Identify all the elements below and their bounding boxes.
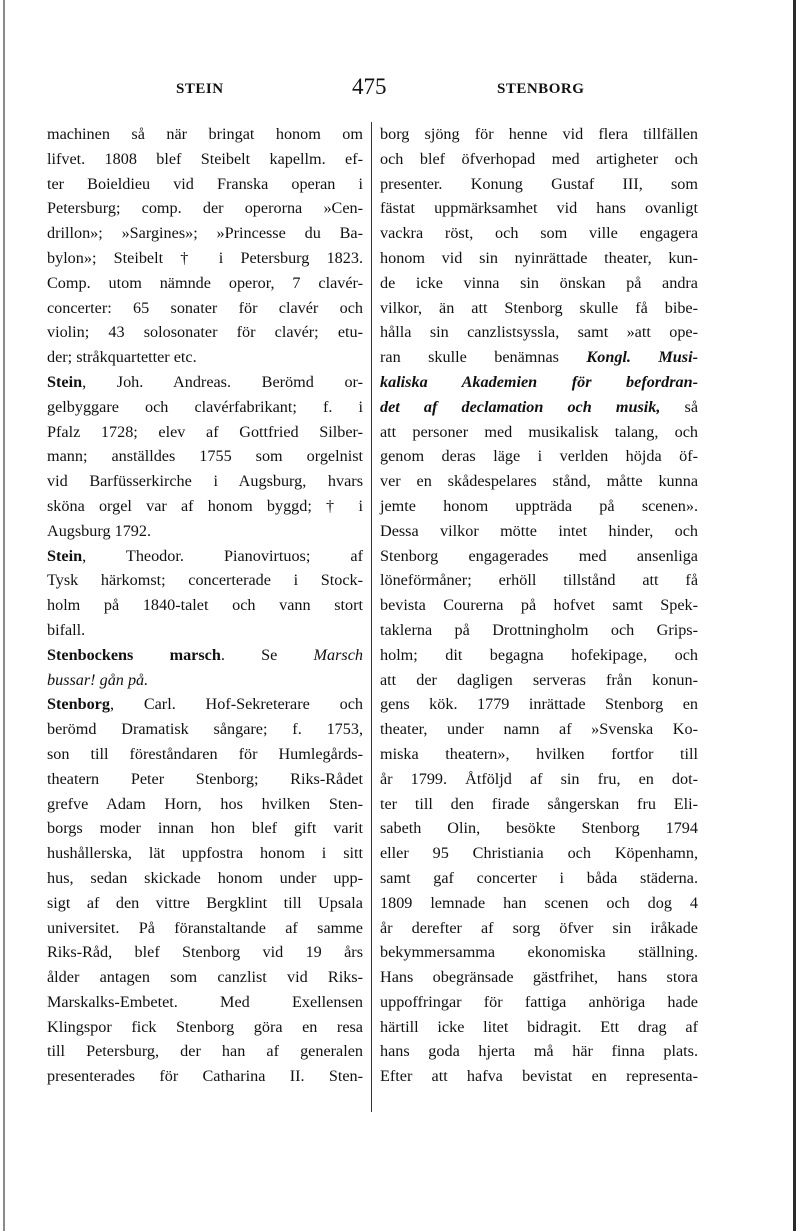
emphasis-text: bussar! gån på. (47, 670, 149, 689)
text-line (47, 444, 363, 469)
text-line (380, 767, 698, 792)
text-segment: löneförmåner; erhöll tillstånd att få (380, 571, 698, 590)
text-line (380, 866, 698, 891)
text-line (47, 891, 363, 916)
text-segment: borg sjöng för henne vid flera tillfällen (380, 125, 698, 143)
text-segment: Petersburg; comp. der operorna »Cen- (47, 199, 363, 218)
text-line (380, 668, 698, 693)
text-segment: . Se (220, 645, 314, 664)
text-segment: ver en skådespelares stånd, måtte kunna (380, 472, 698, 491)
text-line (47, 965, 363, 990)
text-segment: violin; 43 solosonater för clavér; etu- (47, 323, 363, 342)
text-line (380, 742, 698, 767)
text-line (380, 519, 698, 544)
page-edge-right (793, 0, 796, 1231)
text-line (380, 370, 698, 395)
text-line (47, 494, 363, 519)
text-segment: drillon»; »Sargines»; »Princesse du Ba- (47, 224, 363, 243)
text-line (47, 767, 363, 792)
text-segment: taklerna på Drottningholm och Grips- (380, 620, 698, 639)
entry-headword: Stein (47, 372, 83, 391)
entry-headword: Stenbockens marsch (47, 645, 221, 664)
text-line (47, 544, 363, 569)
text-line (380, 320, 698, 345)
text-segment: , Carl. Hof-Sekreterare och (109, 695, 363, 714)
text-segment: så (660, 397, 699, 416)
text-line (380, 296, 698, 321)
text-line (380, 841, 698, 866)
text-segment: son till föreståndaren för Humlegårds- (47, 744, 363, 763)
text-line (47, 370, 363, 395)
text-line (380, 891, 698, 916)
text-segment: honom vid sin nyinrättade theater, kun- (380, 248, 698, 267)
text-line (47, 196, 363, 221)
text-line (380, 816, 698, 841)
text-line (47, 742, 363, 767)
text-segment: theater, under namn af »Svenska Ko- (380, 720, 698, 739)
page-number: 475 (352, 74, 387, 99)
left-column (47, 122, 363, 1118)
text-segment: ålder antagen som canzlist vid Riks- (47, 968, 363, 987)
text-line (47, 816, 363, 841)
text-line (380, 1039, 698, 1064)
text-line (380, 172, 698, 197)
text-segment: till Petersburg, der han af generalen (47, 1042, 363, 1061)
text-line (47, 916, 363, 941)
text-segment: samt gaf concerter i båda städerna. (380, 868, 698, 887)
text-line (380, 1064, 698, 1089)
text-line (380, 444, 698, 469)
page-edge-left (3, 0, 5, 1231)
text-line (380, 717, 698, 742)
text-segment: att personer med musikalisk talang, och (380, 422, 698, 441)
text-segment: Tysk härkomst; concerterade i Stock- (47, 571, 363, 590)
text-line (47, 568, 363, 593)
text-line (47, 1039, 363, 1064)
text-line (47, 469, 363, 494)
text-segment: vid Barfüsserkirche i Augsburg, hvars (47, 472, 363, 491)
text-segment: Riks-Råd, blef Stenborg vid 19 års (47, 943, 363, 962)
text-line (47, 345, 363, 370)
text-segment: Comp. utom nämnde operor, 7 clavér- (47, 273, 363, 292)
text-segment: theatern Peter Stenborg; Riks-Rådet (47, 769, 363, 788)
text-segment: eller 95 Christiania och Köpenhamn, (380, 844, 698, 863)
text-line (47, 221, 363, 246)
text-line (380, 469, 698, 494)
emphasis-text: Marsch (313, 645, 364, 664)
text-segment: miska theatern», hvilken fortfor till (380, 744, 698, 763)
text-line (47, 1064, 363, 1089)
header-left-word: STEIN (176, 81, 224, 97)
text-segment: Dessa vilkor mötte intet hinder, och (380, 521, 698, 540)
text-line (380, 916, 698, 941)
text-segment: uppoffringar för fattiga anhöriga hade (380, 992, 698, 1011)
text-segment: och blef öfverhopad med artigheter och (380, 149, 698, 168)
emphasis-text: kaliska Akademien för befordran- (380, 372, 698, 391)
text-line (47, 841, 363, 866)
text-segment: grefve Adam Horn, hos hvilken Sten- (47, 794, 363, 813)
text-segment: Klingspor fick Stenborg göra en resa (47, 1017, 363, 1036)
text-segment: ran skulle benämnas (380, 348, 587, 367)
text-segment: , Theodor. Pianovirtuos; af (82, 546, 363, 565)
text-line (47, 940, 363, 965)
text-segment: jemte honom uppträda på scenen». (380, 496, 698, 515)
text-segment: ter Boieldieu vid Franska operan i (47, 174, 363, 193)
text-segment: vilkor, än att Stenborg skulle få bibe- (380, 298, 698, 317)
text-line (47, 246, 363, 271)
text-line (380, 221, 698, 246)
text-segment: bekymmersamma ekonomiska ställning. (380, 943, 698, 962)
column-divider (371, 122, 372, 1112)
text-segment: bifall. (47, 620, 86, 639)
text-segment: ter till den firade sångerskan fru Eli- (380, 794, 698, 813)
text-segment: der; stråkquartetter etc. (47, 348, 197, 367)
text-line (47, 792, 363, 817)
text-segment: universitet. På föranstaltande af samme (47, 918, 363, 937)
text-line (47, 618, 363, 643)
text-segment: berömd Dramatisk sångare; f. 1753, (47, 720, 363, 739)
emphasis-text: det af declamation och musik, (380, 397, 661, 416)
text-segment: gens kök. 1779 inrättade Stenborg en (380, 695, 698, 714)
text-segment: concerter: 65 sonater för clavér och (47, 298, 363, 317)
text-line (47, 593, 363, 618)
text-line (380, 345, 698, 370)
text-line (47, 147, 363, 172)
text-line (380, 940, 698, 965)
text-segment: år derefter af sorg öfver sin iråkade (380, 918, 698, 937)
text-segment: holm på 1840-talet och vann stort (47, 596, 363, 615)
text-line (47, 172, 363, 197)
text-line (380, 494, 698, 519)
text-segment: härtill icke litet bidragit. Ett drag af (380, 1017, 698, 1036)
text-segment: bevista Courerna på hofvet samt Spek- (380, 596, 698, 615)
text-segment: Stenborg engagerades med ansenliga (380, 546, 698, 565)
text-segment: Pfalz 1728; elev af Gottfried Silber- (47, 422, 363, 441)
text-line (47, 717, 363, 742)
text-segment: Hans obegränsade gästfrihet, hans stora (380, 968, 698, 987)
text-line (380, 1015, 698, 1040)
text-segment: 1809 lemnade han scenen och dog 4 (380, 893, 698, 912)
text-segment: hushållerska, lät uppfostra honom i sitt (47, 844, 363, 863)
text-segment: Efter att hafva bevistat en representa- (380, 1067, 698, 1086)
text-line (380, 643, 698, 668)
text-segment: lifvet. 1808 blef Steibelt kapellm. ef- (47, 149, 363, 168)
text-line (47, 320, 363, 345)
text-segment: vackra röst, och som ville engagera (380, 224, 698, 243)
text-line (47, 395, 363, 420)
text-line (380, 990, 698, 1015)
text-segment: hus, sedan skickade honom under upp- (47, 868, 363, 887)
entry-headword: Stein (47, 546, 83, 565)
text-line (380, 965, 698, 990)
text-line (47, 271, 363, 296)
text-segment: , Joh. Andreas. Berömd or- (82, 372, 363, 391)
text-segment: borgs moder innan hon blef gift varit (47, 819, 363, 838)
text-line (47, 668, 363, 693)
text-segment: sköna orgel var af honom byggd; † i (47, 496, 363, 515)
emphasis-text: Kongl. Musi- (586, 348, 698, 367)
text-line (47, 866, 363, 891)
text-segment: presenter. Konung Gustaf III, som (380, 174, 698, 193)
text-line (380, 420, 698, 445)
right-column (380, 122, 698, 1118)
header-right-word: STENBORG (497, 81, 585, 97)
text-line (380, 122, 698, 147)
text-line (380, 692, 698, 717)
text-line (47, 122, 363, 147)
text-segment: sigt af den vittre Bergklint till Upsala (47, 893, 363, 912)
text-segment: hålla sin canzlistsyssla, samt »att ope- (380, 323, 698, 342)
text-line (47, 692, 363, 717)
text-segment: Marskalks-Embetet. Med Exellensen (47, 992, 363, 1011)
text-segment: hans goda hjerta må här finna plats. (380, 1042, 698, 1061)
text-segment: sabeth Olin, besökte Stenborg 1794 (380, 819, 698, 838)
text-line (47, 519, 363, 544)
text-line (47, 643, 363, 668)
text-segment: Augsburg 1792. (47, 521, 152, 540)
text-line (380, 246, 698, 271)
text-line (380, 147, 698, 172)
text-segment: år 1799. Åtföljd af sin fru, en dot- (380, 769, 698, 788)
text-line (380, 593, 698, 618)
text-line (380, 568, 698, 593)
text-line (47, 1015, 363, 1040)
text-line (47, 296, 363, 321)
text-segment: mann; anställdes 1755 som orgelnist (47, 447, 363, 466)
running-header (0, 76, 800, 104)
text-segment: gelbyggare och clavérfabrikant; f. i (47, 397, 363, 416)
text-segment: genom deras läge i verlden höjda öf- (380, 447, 698, 466)
text-segment: att der dagligen serveras från konun- (380, 670, 698, 689)
text-line (380, 271, 698, 296)
text-line (380, 395, 698, 420)
text-segment: machinen så när bringat honom om (47, 125, 363, 143)
text-segment: bylon»; Steibelt † i Petersburg 1823. (47, 248, 363, 267)
entry-headword: Stenborg (47, 695, 110, 714)
text-segment: presenterades för Catharina II. Sten- (47, 1067, 363, 1086)
text-segment: de icke vinna sin önskan på andra (380, 273, 698, 292)
text-line (380, 196, 698, 221)
text-line (380, 792, 698, 817)
text-segment: holm; dit begagna hofekipage, och (380, 645, 698, 664)
text-segment: fästat uppmärksamhet vid hans ovanligt (380, 199, 698, 218)
text-line (47, 990, 363, 1015)
text-line (380, 618, 698, 643)
text-line (380, 544, 698, 569)
text-line (47, 420, 363, 445)
